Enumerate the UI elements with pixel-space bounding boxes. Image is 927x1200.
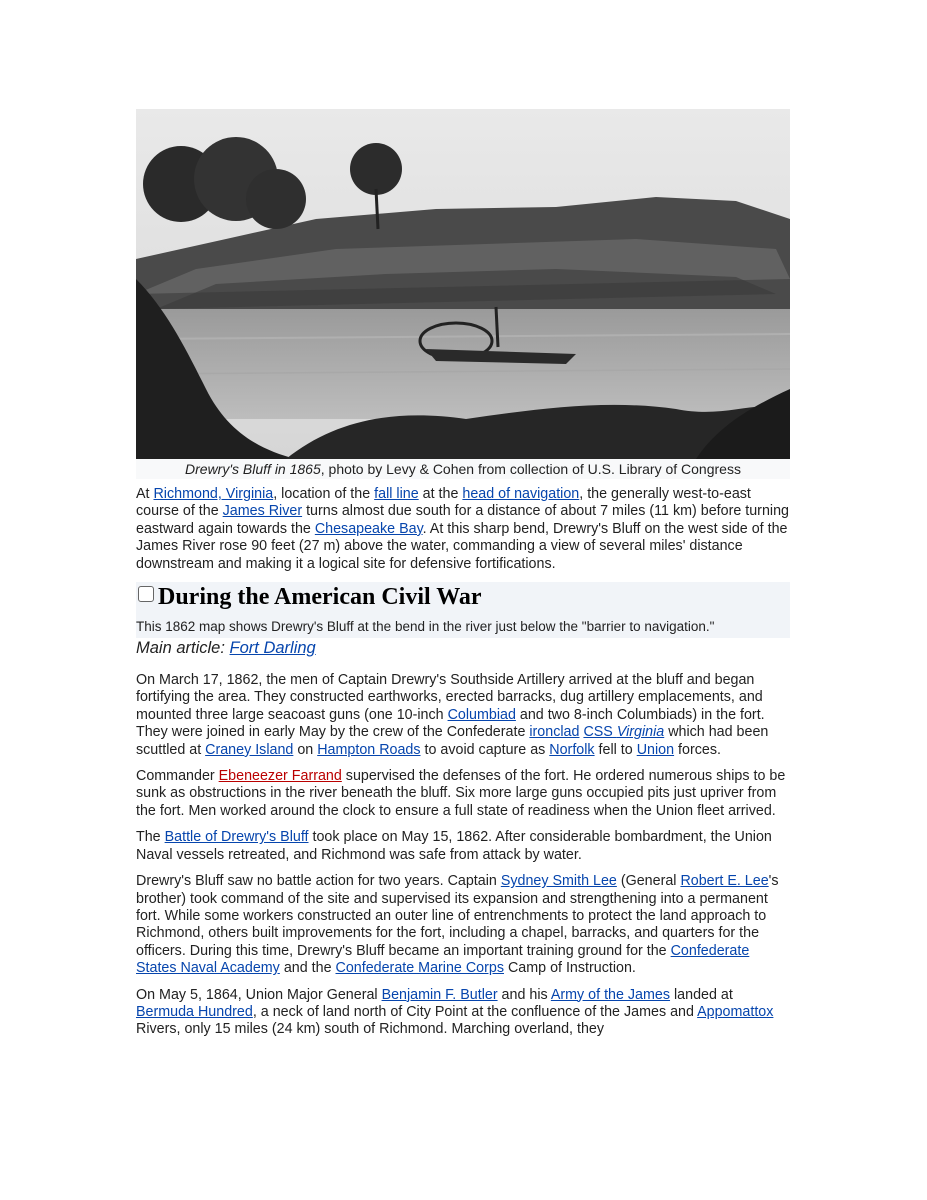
link-css-virginia[interactable]: CSS Virginia (583, 724, 665, 741)
link-chesapeake-bay[interactable]: Chesapeake Bay (314, 520, 423, 537)
photo-drewrys-bluff-icon (136, 109, 790, 459)
link-richmond-virginia[interactable]: Richmond, Virginia (153, 486, 274, 502)
historic-photo (136, 109, 790, 459)
link-ebeneezer-farrand[interactable]: Ebeneezer Farrand (218, 768, 342, 785)
link-craney-island[interactable]: Craney Island (205, 741, 294, 758)
link-hampton-roads[interactable]: Hampton Roads (317, 741, 421, 758)
paragraph-battle: The Battle of Drewry's Bluff took place on May 15, 1862. After considerable bombardment, the Union Naval vessels retreated, and Richmond was safe from attack by water. (136, 829, 772, 863)
link-head-of-navigation[interactable]: head of navigation (462, 486, 580, 502)
paragraph-1862-fortification: On March 17, 1862, the men of Captain Drewry's Southside Artillery arrived at the bluff and began fortifying the area. They constructed earthworks, erected barracks, dug artillery emplacements, and mounted three large seacoast guns (one 10-inch Columbiad and two 8-inch Columbiads) in the fort. They were joined in early May by the crew of the Confederate ironclad CSS Virginia which had been scuttled at Craney Island on Hampton Roads to avoid capture as Norfolk fell to Union forces. (136, 672, 769, 758)
link-columbiad[interactable]: Columbiad (447, 706, 516, 723)
paragraph-farrand: Commander Ebeneezer Farrand supervised the defenses of the fort. He ordered numerous ships to be sunk as obstructions in the river beneath the bluff. Six more large guns occupied pits just upriver from the fort. Men worked around the clock to ensure a full state of readiness when the Union fleet arrived. (136, 768, 786, 819)
map-caption: This 1862 map shows Drewry's Bluff at the bend in the river just below the "barrier to navigation." (136, 619, 715, 635)
article-body (136, 486, 790, 1048)
paragraph-1864: On May 5, 1864, Union Major General Benjamin F. Butler and his Army of the James landed at Bermuda Hundred, a neck of land north of City Point at the confluence of the James and Appomattox Rivers, only 15 miles (24 km) south of Richmond. Marching overland, they (136, 986, 774, 1038)
link-robert-e-lee[interactable]: Robert E. Lee (680, 873, 769, 890)
link-appomattox[interactable]: Appomattox (697, 1003, 774, 1020)
caption-text: , photo by Levy & Cohen from collection of U.S. Library of Congress (320, 461, 741, 477)
link-battle-of-drewrys-bluff[interactable]: Battle of Drewry's Bluff (164, 829, 309, 846)
link-confederate-states-naval-academy[interactable]: Confederate States Naval Academy (136, 942, 750, 977)
link-benjamin-f-butler[interactable]: Benjamin F. Butler (381, 986, 498, 1003)
figure-caption (136, 459, 790, 479)
caption-title: Drewry's Bluff in 1865 (185, 461, 321, 477)
intro-paragraph: At Richmond, Virginia, location of the fall line at the head of navigation, the generally west-to-east course of the James River turns almost due south for a distance of about 7 miles (11 km) before turning eastward again towards the Chesapeake Bay. At this sharp bend, Drewry's Bluff on the west side of the James River rose 90 feet (27 m) above the water, commanding a view of several miles' distance downstream and making it a logical site for defensive fortifications. (136, 486, 789, 572)
link-confederate-marine-corps[interactable]: Confederate Marine Corps (335, 960, 504, 977)
link-bermuda-hundred[interactable]: Bermuda Hundred (136, 1003, 253, 1020)
main-article-note: Main article: Fort Darling (136, 639, 316, 658)
section-heading (136, 582, 790, 614)
link-army-of-the-james[interactable]: Army of the James (550, 986, 671, 1003)
link-james-river[interactable]: James River (222, 503, 303, 520)
link-norfolk[interactable]: Norfolk (549, 741, 595, 758)
link-fort-darling[interactable]: Fort Darling (229, 639, 316, 658)
link-sydney-smith-lee[interactable]: Sydney Smith Lee (500, 873, 617, 890)
section-title: During the American Civil War (158, 584, 482, 611)
section-toggle-checkbox[interactable] (138, 586, 154, 602)
section-civil-war (136, 582, 790, 638)
paragraph-lee: Drewry's Bluff saw no battle action for two years. Captain Sydney Smith Lee (General Robert E. Lee's brother) took command of the site and supervised its expansion and strengthening into a permanent fort. While some workers constructed an outer line of entrenchments to protect the land approach to Richmond, others built improvements for the fort, including a chapel, barracks, and quarters for the officers. During this time, Drewry's Bluff became an important training ground for the Confederate States Naval Academy and the Confederate Marine Corps Camp of Instruction. (136, 873, 779, 977)
link-fall-line[interactable]: fall line (374, 486, 419, 502)
link-ironclad[interactable]: ironclad (529, 724, 580, 741)
link-union[interactable]: Union (636, 741, 675, 758)
